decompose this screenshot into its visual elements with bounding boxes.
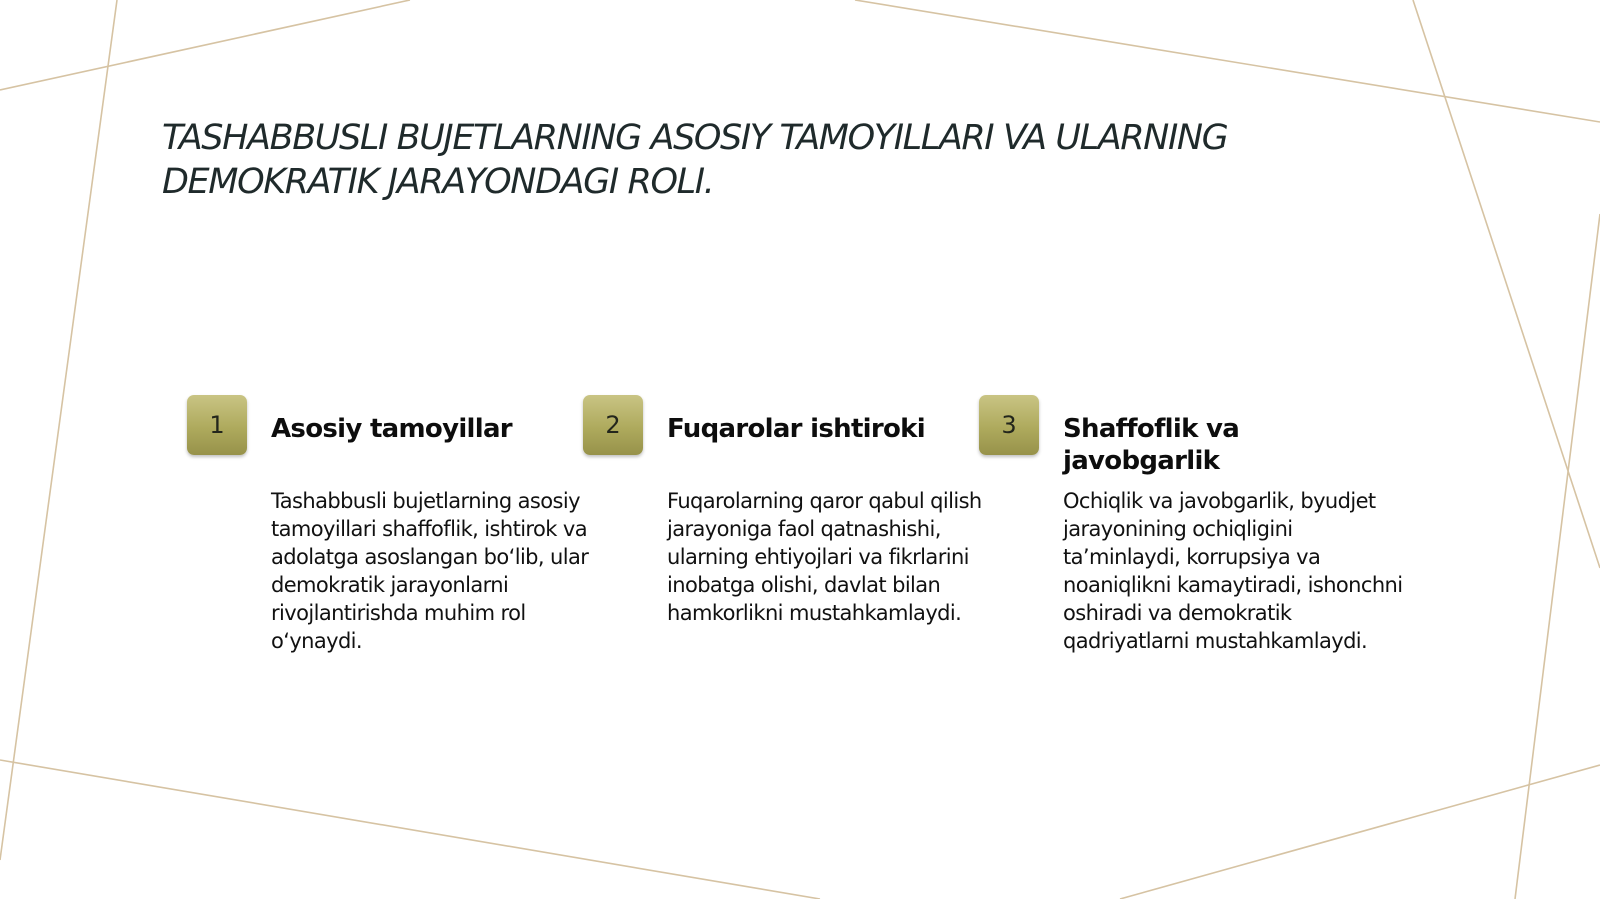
item-description: Fuqarolarning qaror qabul qilish jarayoniga faol qatnashishi, ularning ehtiyojlari va fikrlarini inobatga olishi, davlat bilan hamkorlikni mustahkamlaydi. [667, 489, 982, 625]
principles-list [187, 395, 1437, 715]
decorative-line [0, 0, 117, 860]
item-title: Shaffoflik va javobgarlik [1063, 414, 1240, 476]
list-item [583, 395, 982, 715]
list-item [187, 395, 589, 715]
number-badge: 3 [979, 395, 1039, 455]
number-badge: 1 [187, 395, 247, 455]
decorative-line [1413, 0, 1600, 568]
item-title: Fuqarolar ishtiroki [667, 414, 925, 444]
list-item [979, 395, 1403, 715]
item-description: Tashabbusli bujetlarning asosiy tamoyillari shaffoflik, ishtirok va adolatga asoslangan bo‘lib, ular demokratik jarayonlarni rivojlantirishda muhim rol o‘ynaydi. [271, 489, 589, 653]
item-description: Ochiqlik va javobgarlik, byudjet jarayonining ochiqligini ta’minlaydi, korrupsiya va noaniqlikni kamaytiradi, ishonchni oshiradi va demokratik qadriyatlarni mustahkamlaydi. [1063, 489, 1403, 653]
decorative-line [0, 0, 410, 90]
item-title: Asosiy tamoyillar [271, 414, 512, 444]
decorative-line [855, 0, 1600, 122]
decorative-line [1120, 765, 1600, 899]
number-badge: 2 [583, 395, 643, 455]
slide-title: TASHABBUSLI BUJETLARNING ASOSIY TAMOYILLARI VA ULARNING DEMOKRATIK JARAYONDAGI ROLI. [162, 118, 1228, 202]
decorative-line [0, 760, 820, 899]
decorative-line [1515, 214, 1600, 899]
